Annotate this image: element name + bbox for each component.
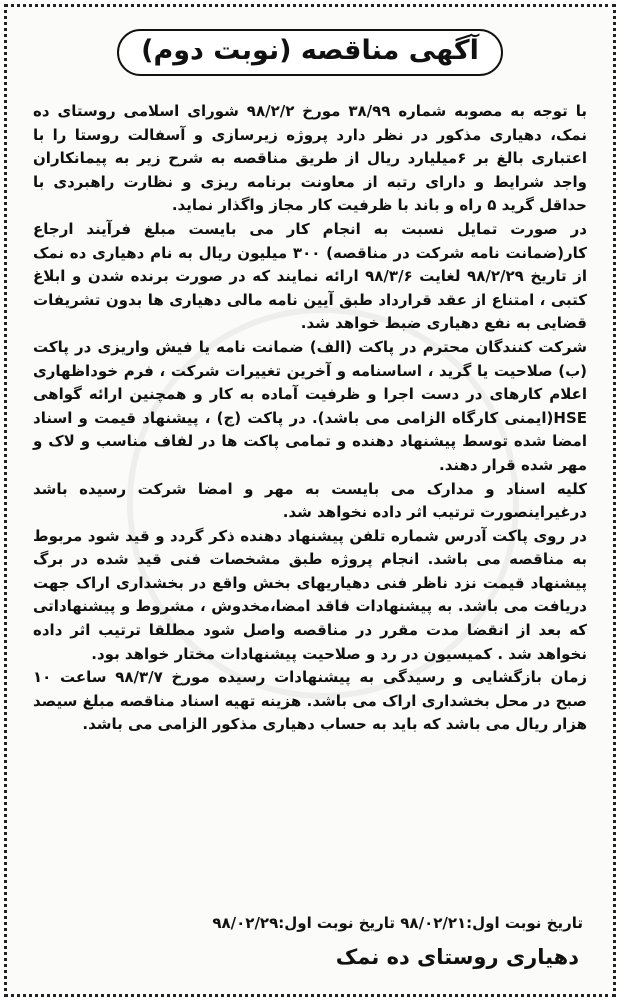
paragraph-conditions: در روی پاکت آدرس شماره تلفن پیشنهاد دهنده ذکر گردد و قید شود مربوط به مناقصه می باشد. انجام پروژه طبق مشخصات فنی قید شده در برگ پیشنهاد قیمت نزد ناظر فنی دهیاریهای بخش واقع در بخشداری اراک جهت دریافت می باشد. به پیشنهادات فاقد امضا،مخدوش ، مشروط و پیشنهاداتی که بعد از انقضا مدت مقرر در مناقصه واصل شود مطلقا ترتیب اثر داده نخواهد شد . کمیسیون در رد و صلاحیت پیشنهادات مختار خواهد بود. [33,526,587,663]
paragraph-guarantee: در صورت تمایل نسبت به انجام کار می بایست مبلغ فرآیند ارجاع کار(ضمانت نامه شرکت در مناقصه) ۳۰۰ میلیون ریال به نام دهیاری ده نمک از تاریخ ۹۸/۲/۲۹ لغایت ۹۸/۳/۶ ارائه نمایند که در صورت برنده شدن و ابلاغ کتبی ، امتناع از عقد قرارداد طبق آیین نامه مالی دهیاری ها بدون تشریفات قضایی به نفع دهیاری ضبط خواهد شد. [33,219,587,333]
notice-title: آگهی مناقصه (نوبت دوم) [117,29,503,76]
title-wrap [7,29,613,76]
paragraph-envelopes: شرکت کنندگان محترم در پاکت (الف) ضمانت نامه یا فیش واریزی در پاکت (ب) صلاحیت یا گرید ، اساسنامه و آخرین تغییرات شرکت ، فرم خوداظهاری اعلام کارهای در دست اجرا و ظرفیت آماده به کار و همچنین ارائه گواهی HSE(ایمنی کارگاه الزامی می باشد). در پاکت (ج) ، پیشنهاد قیمت و اسناد امضا شده توسط پیشنهاد دهنده و تمامی پاکت ها در لفاف مناسب و لاک و مهر شده قرار دهند. [33,337,587,474]
paragraph-documents: کلیه اسناد و مدارک می بایست به مهر و امضا شرکت رسیده باشد درغیراینصورت ترتیب اثر داده نخواهد شد. [33,479,587,522]
publication-dates: تاریخ نوبت اول:۹۸/۰۲/۲۱ تاریخ نوبت اول:۹۸/۰۲/۲۹ [212,914,583,932]
paragraph-intro: با توجه به مصوبه شماره ۳۸/۹۹ مورخ ۹۸/۲/۲ شورای اسلامی روستای ده نمک، دهیاری مذکور در نظر دارد پروژه زیرسازی و آسفالت روستا را با اعتباری بالغ بر ۶میلیارد ریال از طریق مناقصه به شرح زیر به پیمانکاران واجد شرایط و دارای رتبه از معاونت برنامه ریزی و نظارت راهبردی با حداقل گرید ۵ راه و باند با ظرفیت کار مجاز واگذار نماید. [33,102,587,215]
notice-body [33,100,587,737]
notice-frame [4,4,616,997]
paragraph-opening: زمان بازگشایی و رسیدگی به پیشنهادات رسیده مورخ ۹۸/۳/۷ ساعت ۱۰ صبح در محل بخشداری اراک می باشد. هزینه تهیه اسناد مناقصه مبلغ سیصد هزار ریال می باشد که باید به حساب دهیاری مذکور الزامی می باشد. [33,668,588,734]
signature: دهیاری روستای ده نمک [335,945,579,969]
